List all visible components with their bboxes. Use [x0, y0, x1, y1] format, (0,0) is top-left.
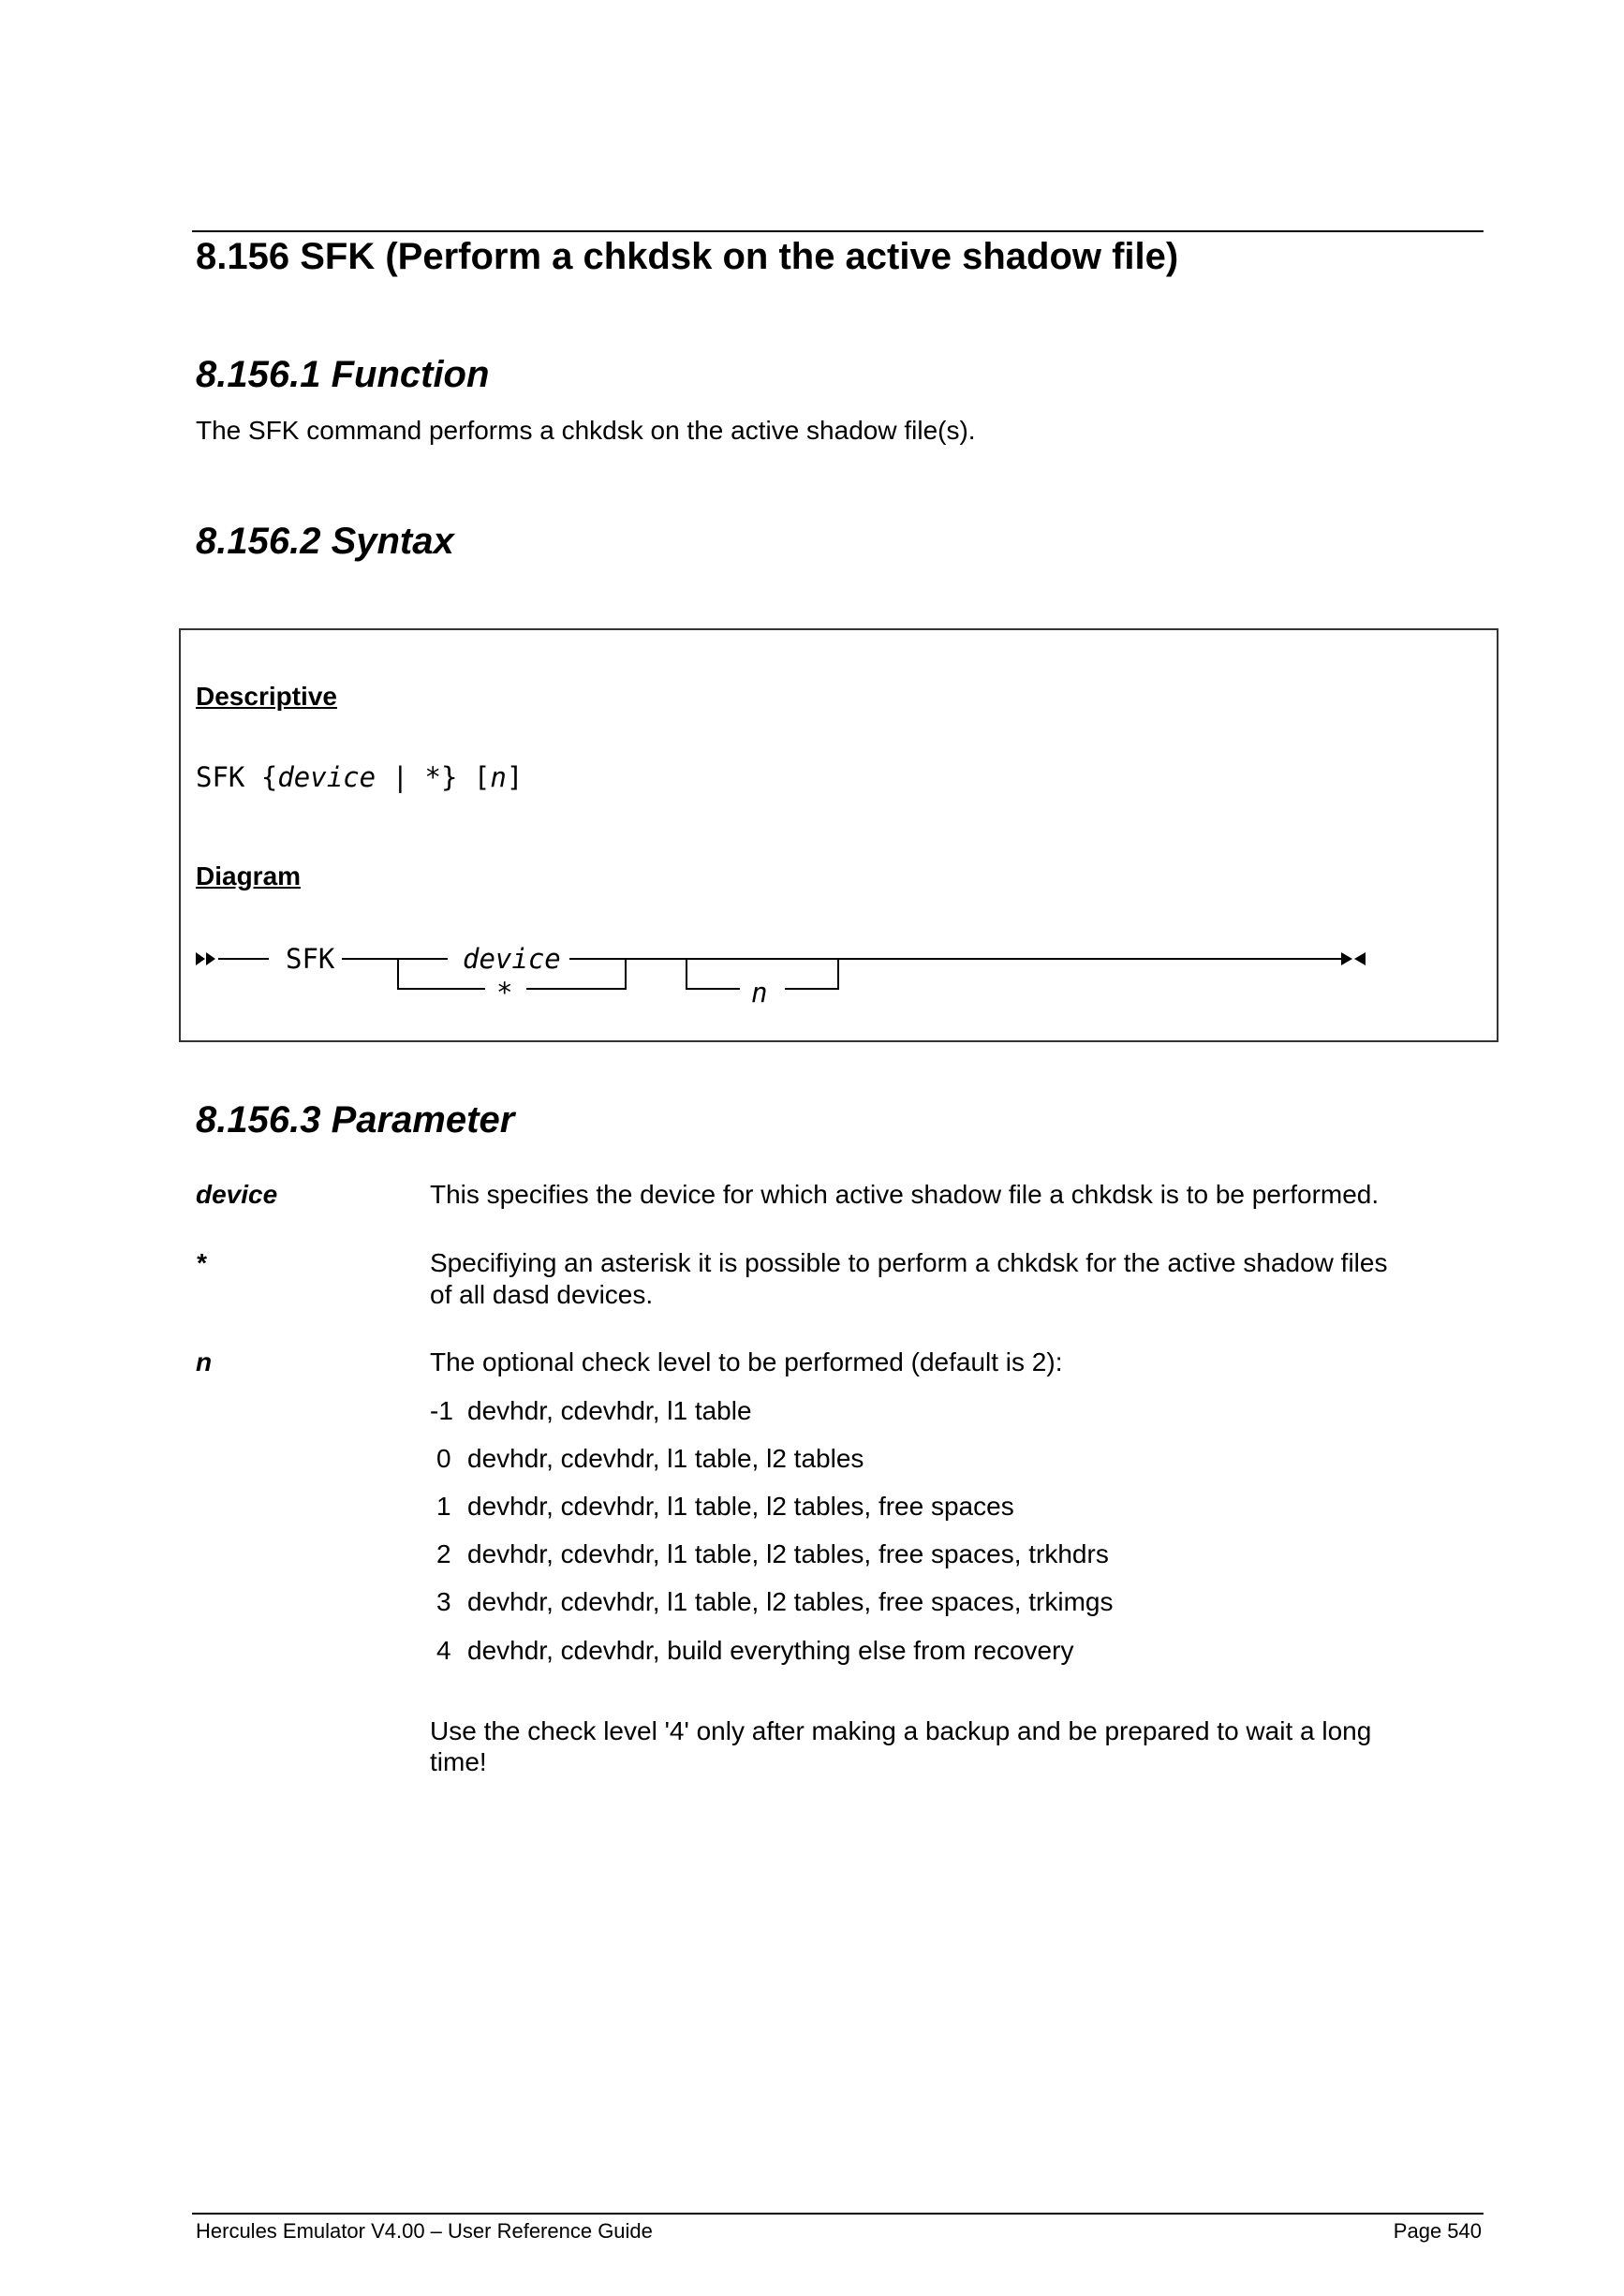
descriptive-syntax [196, 761, 523, 793]
level-text: devhdr, cdevhdr, l1 table [467, 1396, 752, 1425]
param-desc-star-1: Specifiying an asterisk it is possible to perform a chkdsk for the active shadow files [430, 1248, 1388, 1277]
diagram-star: * [496, 977, 513, 1008]
section-title: 8.156 SFK (Perform a chkdsk on the active shadow file) [196, 236, 1179, 277]
param-desc-device: This specifies the device for which active shadow file a chkdsk is to be performed. [430, 1180, 1380, 1209]
diagram-label: Diagram [196, 861, 302, 890]
level-number: 4 [436, 1636, 451, 1665]
level-item [430, 1444, 864, 1474]
syntax-open-bracket: [ [473, 761, 491, 793]
diagram-n: n [751, 977, 768, 1008]
level-item [430, 1587, 1113, 1617]
syntax-diagram [0, 927, 1624, 1011]
syntax-heading: 8.156.2 Syntax [196, 521, 454, 562]
syntax-cmd: SFK [196, 761, 245, 793]
footer-rule [192, 2213, 1484, 2215]
level-item [430, 1636, 1073, 1666]
param-desc-n: The optional check level to be performed (default is 2): [430, 1347, 1063, 1376]
level-number: 2 [436, 1539, 451, 1568]
param-desc-star-2: of all dasd devices. [430, 1280, 654, 1309]
function-heading: 8.156.1 Function [196, 354, 490, 395]
level-number: -1 [430, 1396, 453, 1425]
level-text: devhdr, cdevhdr, l1 table, l2 tables, free spaces, trkimgs [467, 1587, 1114, 1616]
level-text: devhdr, cdevhdr, l1 table, l2 tables [467, 1444, 864, 1473]
param-term-n: n [196, 1347, 213, 1376]
level-number: 1 [436, 1492, 451, 1521]
syntax-star: * [424, 761, 441, 793]
param-term-device: device [196, 1180, 278, 1209]
level-item [430, 1396, 752, 1426]
descriptive-label: Descriptive [196, 682, 337, 711]
level-item [430, 1539, 1109, 1569]
syntax-bar: | [391, 761, 409, 793]
footer-page: Page 540 [1393, 2219, 1482, 2243]
footer-left: Hercules Emulator V4.00 – User Reference Guide [196, 2219, 653, 2243]
level-number: 0 [436, 1444, 451, 1473]
section-top-rule [192, 230, 1484, 232]
diagram-cmd: SFK [286, 943, 335, 975]
note-line-2: time! [430, 1747, 487, 1776]
level-item [430, 1492, 1014, 1522]
syntax-open-brace: { [260, 761, 278, 793]
function-text: The SFK command performs a chkdsk on the active shadow file(s). [196, 416, 976, 445]
diagram-start-icon [196, 952, 215, 965]
syntax-device: device [277, 761, 376, 793]
parameter-heading: 8.156.3 Parameter [196, 1099, 515, 1141]
level-text: devhdr, cdevhdr, l1 table, l2 tables, free spaces [467, 1492, 1014, 1521]
diagram-device: device [463, 943, 561, 975]
level-number: 3 [436, 1587, 451, 1616]
level-text: devhdr, cdevhdr, l1 table, l2 tables, free spaces, trkhdrs [467, 1539, 1109, 1568]
param-term-star: * [196, 1248, 206, 1277]
syntax-close-brace: } [440, 761, 458, 793]
level-text: devhdr, cdevhdr, build everything else from recovery [467, 1636, 1074, 1665]
note-line-1: Use the check level '4' only after making a backup and be prepared to wait a long [430, 1716, 1372, 1745]
diagram-end-icon [1341, 952, 1366, 965]
syntax-n: n [490, 761, 507, 793]
syntax-close-bracket: ] [506, 761, 524, 793]
